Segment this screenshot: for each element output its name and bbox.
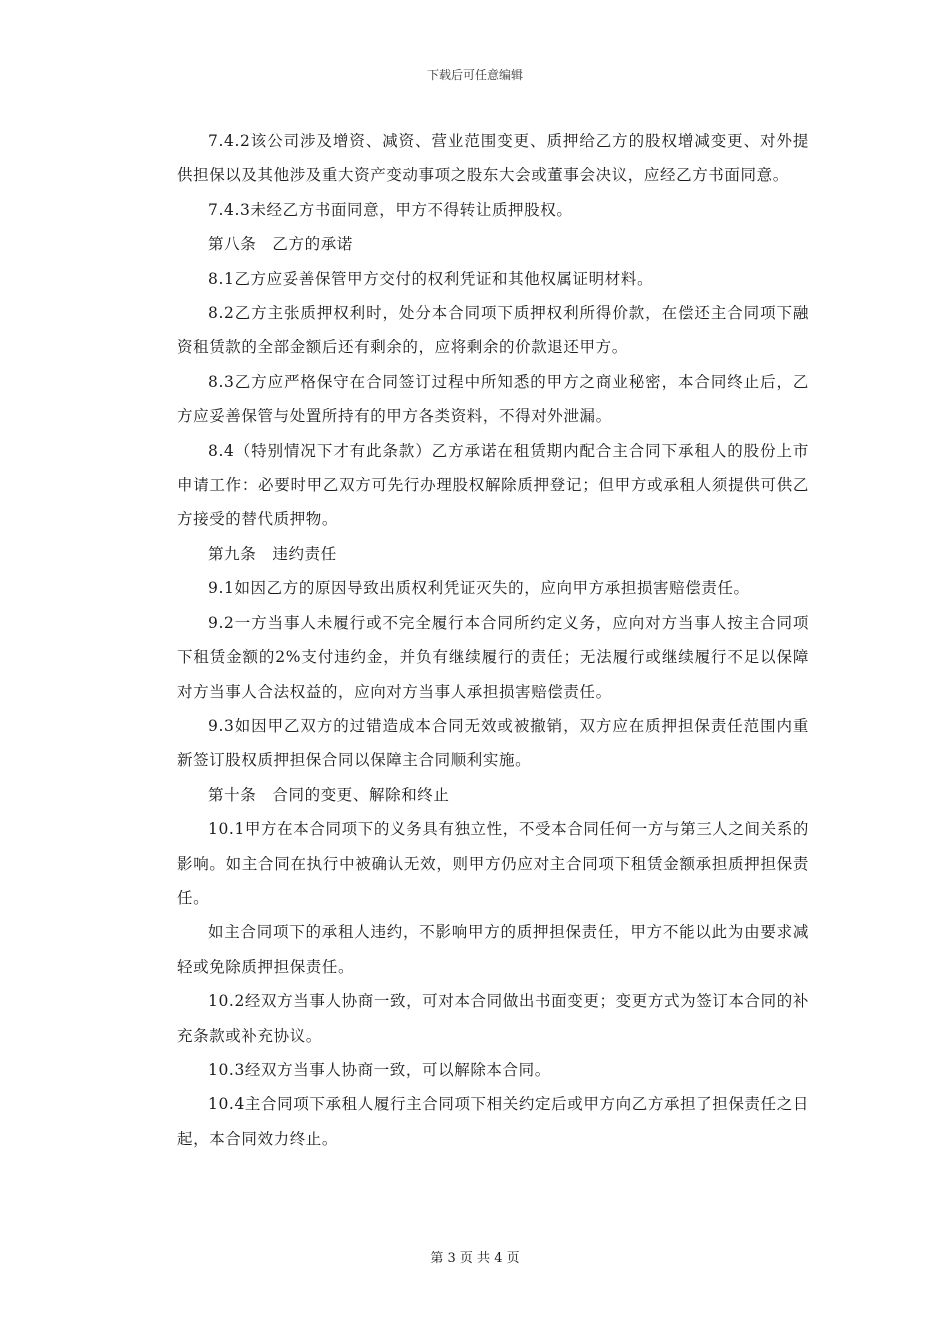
clause-8-2: 8.2乙方主张质押权利时，处分本合同项下质押权利所得价款，在偿还主合同项下融资租赁款的全部金额后还有剩余的，应将剩余的价款退还甲方。	[177, 304, 809, 357]
clause-10-3: 10.3经双方当事人协商一致，可以解除本合同。	[208, 1060, 551, 1079]
clause-7-4-2: 7.4.2该公司涉及增资、减资、营业范围变更、质押给乙方的股权增减变更、对外提供担保以及其他涉及重大资产变动事项之股东大会或董事会决议，应经乙方书面同意。	[177, 132, 809, 185]
clause-9-1: 9.1如因乙方的原因导致出质权利凭证灭失的，应向甲方承担损害赔偿责任。	[208, 579, 750, 598]
clause-8-1: 8.1乙方应妥善保管甲方交付的权利凭证和其他权属证明材料。	[208, 269, 654, 288]
article-9-heading: 第九条 违约责任	[208, 544, 337, 563]
clause-10-1: 10.1甲方在本合同项下的义务具有独立性，不受本合同任何一方与第三人之间关系的影响。如主合同在执行中被确认无效，则甲方仍应对主合同项下租赁金额承担质押担保责任。	[177, 820, 809, 907]
clause-8-3: 8.3乙方应严格保守在合同签订过程中所知悉的甲方之商业秘密，本合同终止后，乙方应妥善保管与处置所持有的甲方各类资料，不得对外泄漏。	[177, 372, 809, 426]
clause-8-4: 8.4（特别情况下才有此条款）乙方承诺在租赁期内配合主合同下承租人的股份上市申请工作：必要时甲乙双方可先行办理股权解除质押登记；但甲方或承租人须提供可供乙方接受的替代质押物。	[177, 441, 809, 529]
clause-10-1-continued: 如主合同项下的承租人违约，不影响甲方的质押担保责任，甲方不能以此为由要求减轻或免除质押担保责任。	[177, 923, 809, 976]
clause-7-4-3: 7.4.3未经乙方书面同意，甲方不得转让质押股权。	[208, 200, 573, 219]
page-number: 第 3 页 共 4 页	[430, 1251, 520, 1266]
article-10-heading: 第十条 合同的变更、解除和终止	[208, 785, 450, 804]
clause-9-2: 9.2一方当事人未履行或不完全履行本合同所约定义务，应向对方当事人按主合同项下租赁金额的2%支付违约金，并负有继续履行的责任；无法履行或继续履行不足以保障对方当事人合法权益的，应向对方当事人承担损害赔偿责任。	[177, 613, 809, 701]
page-header: 下载后可任意编辑	[426, 68, 523, 82]
document-body	[177, 124, 809, 1156]
clause-10-2: 10.2经双方当事人协商一致，可对本合同做出书面变更；变更方式为签订本合同的补充条款或补充协议。	[177, 992, 809, 1045]
clause-10-4: 10.4主合同项下承租人履行主合同项下相关约定后或甲方向乙方承担了担保责任之日起，本合同效力终止。	[177, 1095, 809, 1148]
clause-9-3: 9.3如因甲乙双方的过错造成本合同无效或被撤销，双方应在质押担保责任范围内重新签订股权质押担保合同以保障主合同顺利实施。	[177, 716, 809, 770]
article-8-heading: 第八条 乙方的承诺	[208, 235, 353, 254]
